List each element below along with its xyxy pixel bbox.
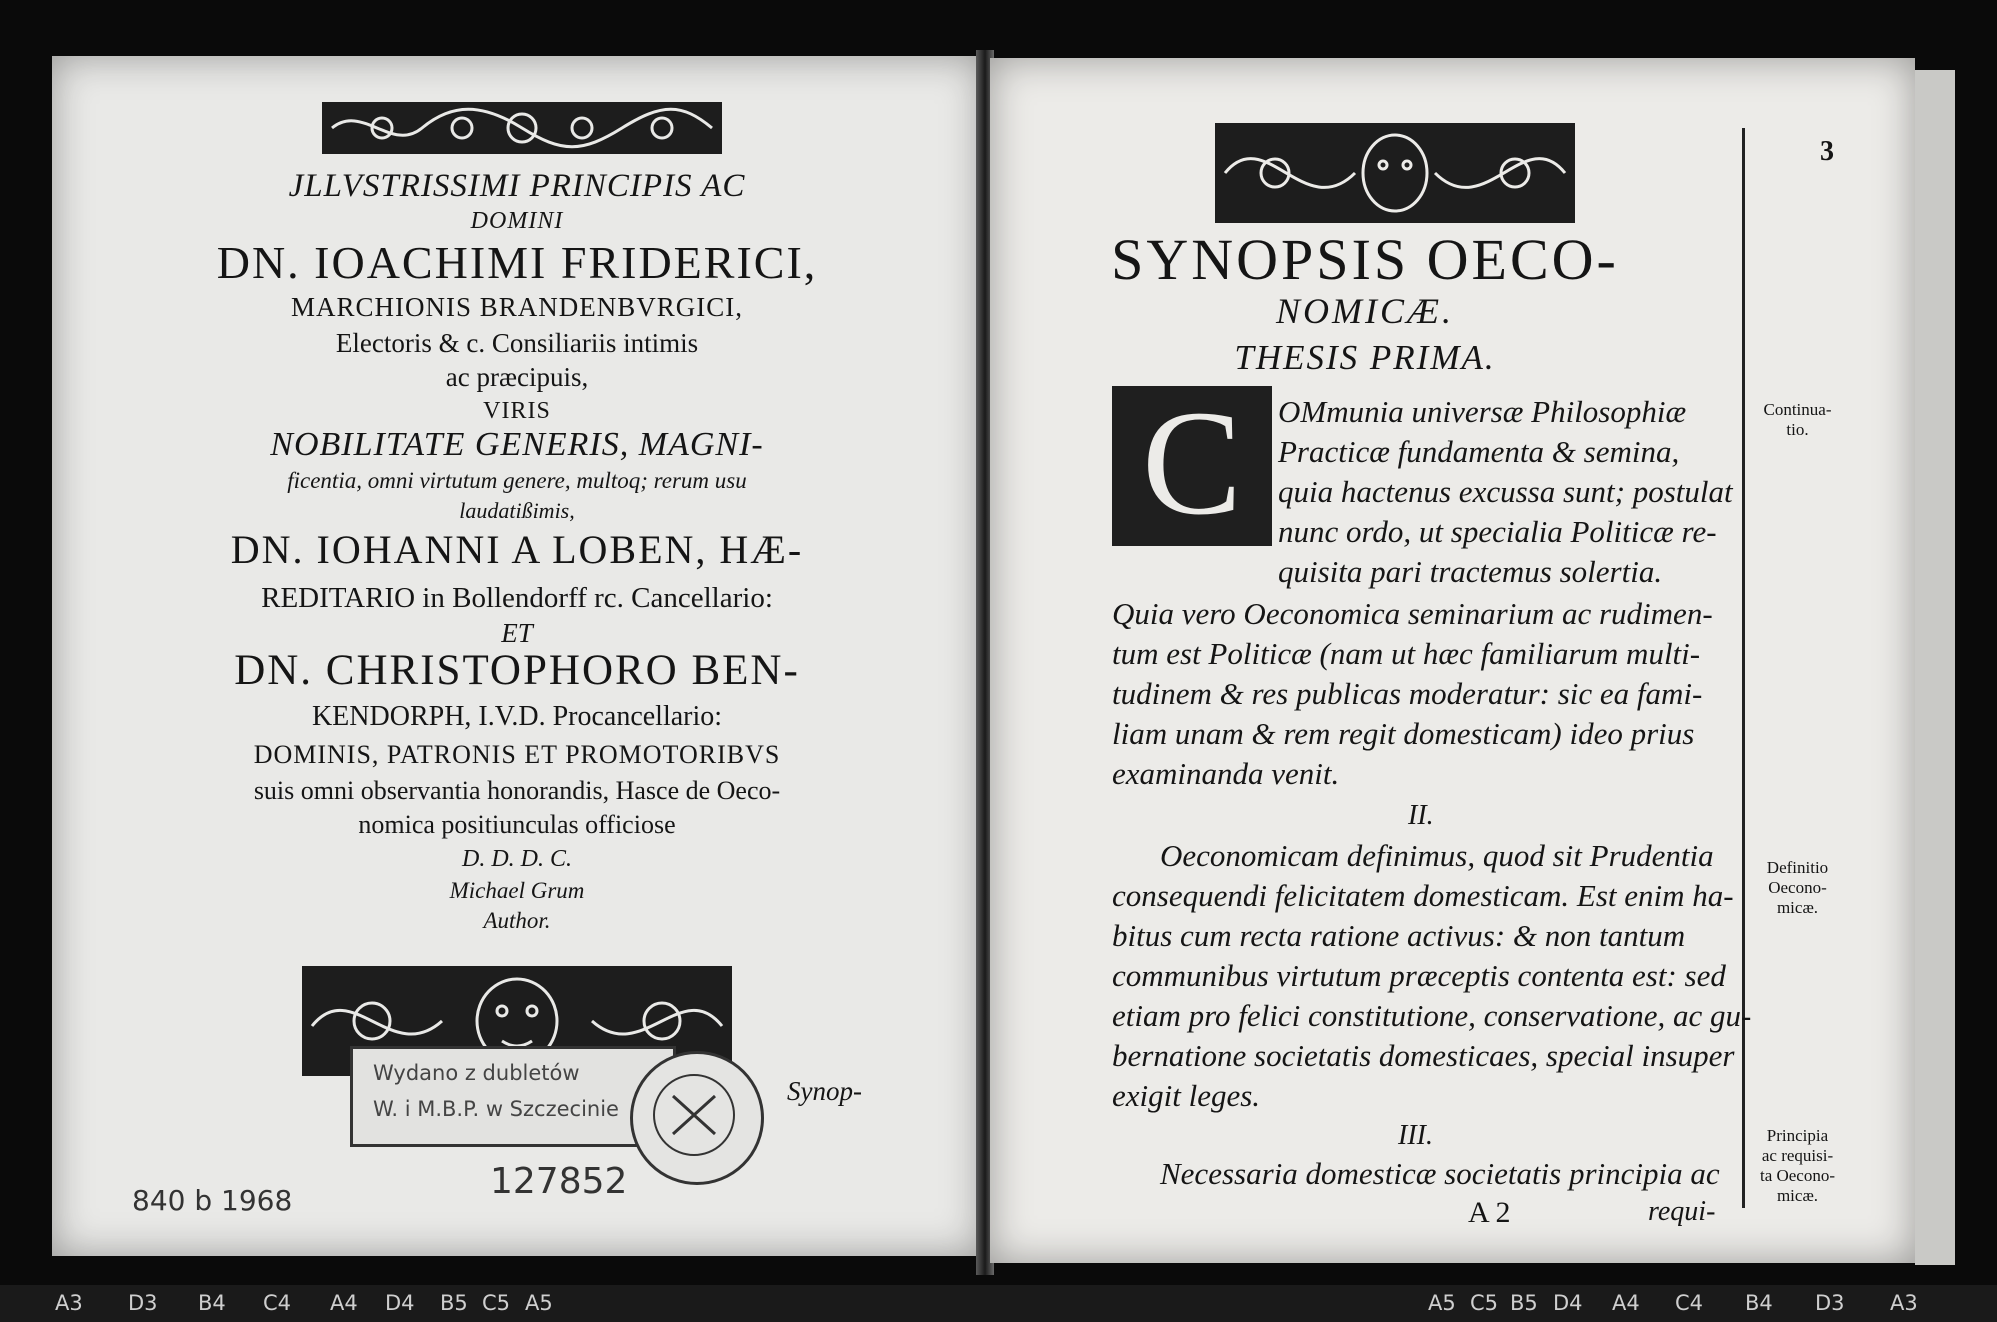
stamp-line-2: W. i M.B.P. w Szczecinie <box>373 1097 619 1121</box>
page-number: 3 <box>1820 136 1834 167</box>
dedication-line-6: ac præcipuis, <box>445 362 589 392</box>
synopsis-title-cont: NOMICÆ. <box>1275 291 1454 331</box>
section-2-numeral: II. <box>1408 800 1434 831</box>
dedication-line-1: JLLVSTRISSIMI PRINCIPIS AC <box>288 168 746 204</box>
para1-line-6: Quia vero Oeconomica seminarium ac rudimen- <box>1112 596 1713 631</box>
dedication-line-12: REDITARIO in Bollendorff rc. Cancellario: <box>261 582 773 614</box>
para1-line-7: tum est Politicæ (nam ut hæc familiarum multi- <box>1112 636 1701 671</box>
dedication-line-17: suis omni observantia honorandis, Hasce de Oeco- <box>253 776 781 805</box>
para2-line-7: exigit leges. <box>1112 1078 1261 1113</box>
film-label: A5 <box>1428 1291 1456 1315</box>
margin-note-line: ta Oecono- <box>1759 1166 1836 1185</box>
para1-line-5: quisita pari tractemus solertia. <box>1278 554 1663 589</box>
film-label: D4 <box>385 1291 415 1315</box>
headpiece-ornament-right <box>1215 123 1575 223</box>
dedication-line-8: NOBILITATE GENERIS, MAGNI- <box>270 426 764 463</box>
dedication-line-2: DOMINI <box>470 208 564 234</box>
page-signature: A 2 <box>1468 1196 1511 1229</box>
dedication-line-18: nomica positiunculas officiose <box>358 810 676 839</box>
margin-note-definitio <box>1750 858 1845 918</box>
margin-note-principia <box>1750 1126 1845 1206</box>
para1-line-4: nunc ordo, ut specialia Politicæ re- <box>1278 514 1717 549</box>
drop-cap-letter: C <box>1141 380 1243 546</box>
film-label: D3 <box>1815 1291 1845 1315</box>
right-catchword: requi- <box>1648 1196 1716 1227</box>
film-label: C5 <box>1470 1291 1499 1315</box>
film-label: B5 <box>1510 1291 1538 1315</box>
film-label: D4 <box>1553 1291 1583 1315</box>
margin-note-line: tio. <box>1786 420 1809 439</box>
stamp-line-1: Wydano z dubletów <box>373 1061 580 1085</box>
dedication-line-7: VIRIS <box>483 398 551 424</box>
para2-line-5: etiam pro felici constitutione, conservatione, ac gu- <box>1112 998 1752 1033</box>
film-label: B4 <box>1745 1291 1773 1315</box>
thesis-heading: THESIS PRIMA. <box>1234 338 1496 377</box>
para2-line-4: communibus virtutum præceptis contenta est: sed <box>1112 958 1726 993</box>
para1-line-8: tudinem & res publicas moderatur: sic ea fami- <box>1112 676 1703 711</box>
margin-note-line: Definitio <box>1766 858 1829 877</box>
para1-line-1: OMmunia universæ Philosophiæ <box>1278 394 1687 429</box>
film-label: C5 <box>482 1291 511 1315</box>
accession-number: 127852 <box>490 1161 628 1202</box>
section-3-numeral: III. <box>1398 1120 1433 1151</box>
page-edge <box>1915 70 1955 1265</box>
shelf-mark: 840 b 1968 <box>132 1184 293 1217</box>
margin-rule <box>1742 128 1745 1208</box>
library-stamp-circular <box>630 1051 764 1185</box>
para2-line-1: Oeconomicam definimus, quod sit Prudentia <box>1160 838 1714 873</box>
margin-note-line: micæ. <box>1776 1186 1819 1205</box>
right-page <box>990 58 1915 1263</box>
film-label: C4 <box>263 1291 292 1315</box>
drop-cap <box>1112 380 1272 546</box>
margin-note-line: Principia <box>1766 1126 1829 1145</box>
para1-line-3: quia hactenus excussa sunt; postulat <box>1278 474 1733 509</box>
stamp-emblem-icon <box>633 1054 755 1176</box>
film-label: A5 <box>525 1291 553 1315</box>
library-stamp-rectangular <box>350 1046 676 1147</box>
para1-line-10: examinanda venit. <box>1112 756 1340 791</box>
film-label: A3 <box>55 1291 83 1315</box>
para2-line-6: bernatione societatis domesticaes, special insuper <box>1112 1038 1735 1073</box>
film-label: B5 <box>440 1291 468 1315</box>
margin-note-continuatio <box>1750 400 1845 440</box>
dedication-line-21: Author. <box>483 908 551 933</box>
film-label: A3 <box>1890 1291 1918 1315</box>
dedication-line-13: ET <box>501 618 533 648</box>
para2-line-2: consequendi felicitatem domesticam. Est enim ha- <box>1112 878 1734 913</box>
left-catchword: Synop- <box>787 1076 862 1106</box>
synopsis-title: SYNOPSIS OECO- <box>1111 227 1619 292</box>
para3-line-1: Necessaria domesticæ societatis principia ac <box>1160 1156 1720 1191</box>
dedication-line-3: DN. IOACHIMI FRIDERICI, <box>216 237 818 288</box>
dedication-line-5: Electoris & c. Consiliariis intimis <box>335 328 699 358</box>
margin-note-line: micæ. <box>1776 898 1819 917</box>
para1-line-2: Practicæ fundamenta & semina, <box>1278 434 1680 469</box>
film-label: D3 <box>128 1291 158 1315</box>
para1-line-9: liam unam & rem regit domesticam) ideo prius <box>1112 716 1695 751</box>
film-strip <box>0 1285 1997 1322</box>
dedication-line-14: DN. CHRISTOPHORO BEN- <box>234 647 800 694</box>
dedication-line-15: KENDORPH, I.V.D. Procancellario: <box>311 701 723 732</box>
margin-note-line: Continua- <box>1763 400 1832 419</box>
left-page <box>52 56 982 1256</box>
dedication-line-9: ficentia, omni virtutum genere, multoq; rerum usu <box>287 468 747 493</box>
dedication-line-11: DN. IOHANNI A LOBEN, HÆ- <box>230 527 804 572</box>
margin-note-line: Oecono- <box>1768 878 1827 897</box>
headpiece-ornament <box>322 98 722 158</box>
film-label: B4 <box>198 1291 226 1315</box>
film-label: C4 <box>1675 1291 1704 1315</box>
dedication-line-20: Michael Grum <box>449 878 585 903</box>
dedication-line-19: D. D. D. C. <box>461 846 572 872</box>
para2-line-3: bitus cum recta ratione activus: & non tantum <box>1112 918 1686 953</box>
margin-note-line: ac requisi- <box>1761 1146 1834 1165</box>
film-label: A4 <box>330 1291 358 1315</box>
film-label: A4 <box>1612 1291 1640 1315</box>
dedication-line-16: DOMINIS, PATRONIS ET PROMOTORIBVS <box>253 740 781 769</box>
dedication-line-4: MARCHIONIS BRANDENBVRGICI, <box>290 292 744 322</box>
dedication-line-10: laudatißimis, <box>459 498 575 523</box>
